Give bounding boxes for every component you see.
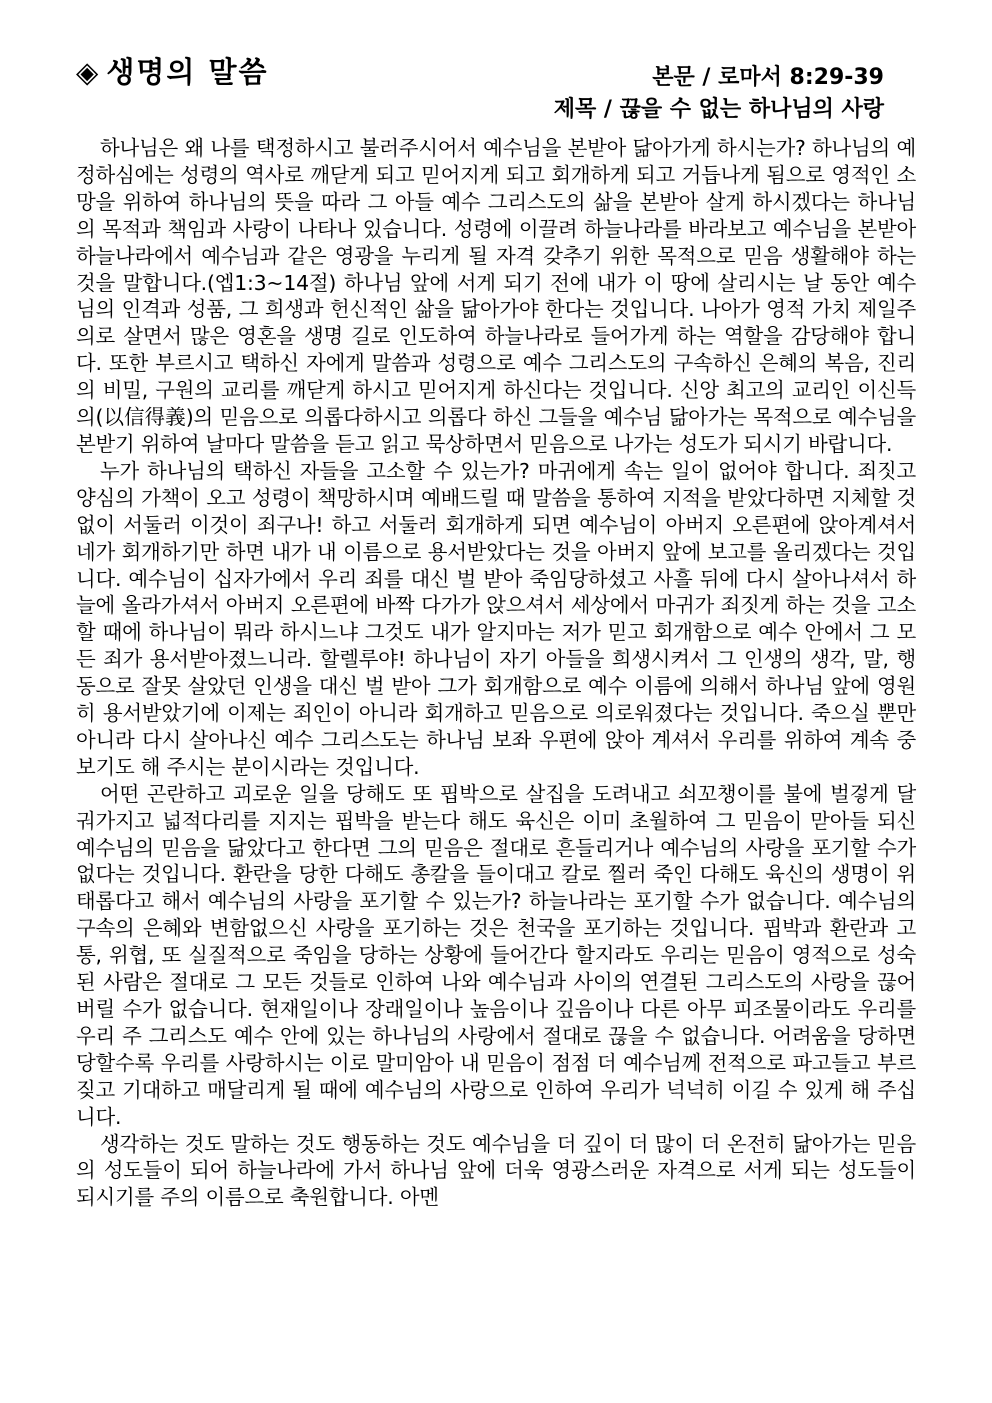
title-label: 제목 bbox=[553, 97, 597, 122]
scripture-value: 로마서 8:29-39 bbox=[718, 65, 884, 90]
paragraph-1: 하나님은 왜 나를 택정하시고 불러주시어서 예수님을 본받아 닮아가게 하시는가? 하나님의 예정하심에는 성령의 역사로 깨닫게 되고 믿어지게 되고 회개하게 되고 거듭나게 됨으로 영적인 소망을 위하여 하나님의 뜻을 따라 그 아들 예수 그리스도의 삶을 본받아 살게 하시겠다는 하나님의 목적과 책임과 사랑이 나타나 있습니다. 성령에 이끌려 하늘나라를 바라보고 예수님을 본받아 하늘나라에서 예수님과 같은 영광을 누리게 될 자격 갖추기 위한 목적으로 믿음 생활해야 하는 것을 말합니다.(엡1:3~14절) 하나님 앞에 서게 되기 전에 내가 이 땅에 살리시는 날 동안 예수님의 인격과 성품, 그 희생과 헌신적인 삶을 닮아가야 한다는 것입니다. 나아가 영적 가치 제일주의로 살면서 많은 영혼을 생명 길로 인도하여 하늘나라로 들어가게 하는 역할을 감당해야 합니다. 또한 부르시고 택하신 자에게 말씀과 성령으로 예수 그리스도의 구속하신 은혜의 복음, 진리의 비밀, 구원의 교리를 깨닫게 하시고 믿어지게 하신다는 것입니다. 신앙 최고의 교리인 이신득의(以信得義)의 믿음으로 의롭다하시고 의롭다 하신 그들을 예수님 닮아가는 목적으로 예수님을 본받기 위하여 날마다 말씀을 듣고 읽고 묵상하면서 믿음으로 나가는 성도가 되시기 바랍니다. bbox=[76, 136, 916, 456]
scripture-separator: / bbox=[694, 65, 719, 90]
section-title-text: 생명의 말씀 bbox=[106, 55, 269, 89]
scripture-label: 본문 bbox=[652, 65, 695, 90]
sermon-title bbox=[554, 92, 884, 123]
title-separator: / bbox=[596, 97, 620, 122]
section-title bbox=[76, 50, 268, 91]
scripture-reference bbox=[652, 60, 884, 91]
paragraph-4: 생각하는 것도 말하는 것도 행동하는 것도 예수님을 더 깊이 더 많이 더 온전히 닮아가는 믿음의 성도들이 되어 하늘나라에 가서 하나님 앞에 더욱 영광스러운 자격으로 서게 되는 성도들이 되시기를 주의 이름으로 축원합니다. 아멘 bbox=[76, 1131, 916, 1210]
paragraph-3: 어떤 곤란하고 괴로운 일을 당해도 또 핍박으로 살집을 도려내고 쇠꼬챙이를 불에 벌겋게 달궈가지고 넓적다리를 지지는 핍박을 받는다 해도 육신은 이미 초월하여 그 믿음이 맏아들 되신 예수님의 믿음을 닮았다고 한다면 그의 믿음은 절대로 흔들리거나 예수님의 사랑을 포기할 수가 없다는 것입니다. 환란을 당한 다해도 총칼을 들이대고 칼로 찔러 죽인 다해도 육신의 생명이 위태롭다고 해서 예수님의 사랑을 포기할 수 있는가? 하늘나라는 포기할 수가 없습니다. 예수님의 구속의 은혜와 변함없으신 사랑을 포기하는 것은 천국을 포기하는 것입니다. 핍박과 환란과 고통, 위협, 또 실질적으로 죽임을 당하는 상황에 들어간다 할지라도 우리는 믿음이 영적으로 성숙된 사람은 절대로 그 모든 것들로 인하여 나와 예수님과 사이의 연결된 그리스도의 사랑을 끊어 버릴 수가 없습니다. 현재일이나 장래일이나 높음이나 깊음이나 다른 아무 피조물이라도 우리를 우리 주 그리스도 예수 안에 있는 하나님의 사랑에서 절대로 끊을 수 없습니다. 어려움을 당하면 당할수록 우리를 사랑하시는 이로 말미암아 내 믿음이 점점 더 예수님께 전적으로 파고들고 부르짖고 기대하고 매달리게 될 때에 예수님의 사랑으로 인하여 우리가 넉넉히 이길 수 있게 해 주십니다. bbox=[76, 781, 916, 1129]
sermon-body bbox=[76, 135, 916, 1211]
page-header bbox=[0, 0, 992, 135]
title-value: 끊을 수 없는 하나님의 사랑 bbox=[619, 97, 884, 122]
diamond-bullet-icon: ◈ bbox=[76, 55, 101, 89]
paragraph-2: 누가 하나님의 택하신 자들을 고소할 수 있는가? 마귀에게 속는 일이 없어야 합니다. 죄짓고 양심의 가책이 오고 성령이 책망하시며 예배드릴 때 말씀을 통하여 지적을 받았다하면 지체할 것 없이 서둘러 이것이 죄구나! 하고 서둘러 회개하게 되면 예수님이 아버지 오른편에 앉아계셔서 네가 회개하기만 하면 내가 내 이름으로 용서받았다는 것을 아버지 앞에 보고를 올리겠다는 것입니다. 예수님이 십자가에서 우리 죄를 대신 벌 받아 죽임당하셨고 사흘 뒤에 다시 살아나셔서 하늘에 올라가셔서 아버지 오른편에 바짝 다가가 앉으셔서 세상에서 마귀가 죄짓게 하는 것을 고소할 때에 하나님이 뭐라 하시느냐 그것도 내가 알지마는 저가 믿고 회개함으로 예수 안에서 그 모든 죄가 용서받아졌느니라. 할렐루야! 하나님이 자기 아들을 희생시켜서 그 인생의 생각, 말, 행동으로 잘못 살았던 인생을 대신 벌 받아 그가 회개함으로 예수 이름에 의해서 하나님 앞에 영원히 용서받았기에 이제는 죄인이 아니라 회개하고 믿음으로 의로워졌다는 것입니다. 죽으실 뿐만 아니라 다시 살아나신 예수 그리스도는 하나님 보좌 우편에 앉아 계셔서 우리를 위하여 계속 중보기도 해 주시는 분이시라는 것입니다. bbox=[76, 458, 916, 779]
